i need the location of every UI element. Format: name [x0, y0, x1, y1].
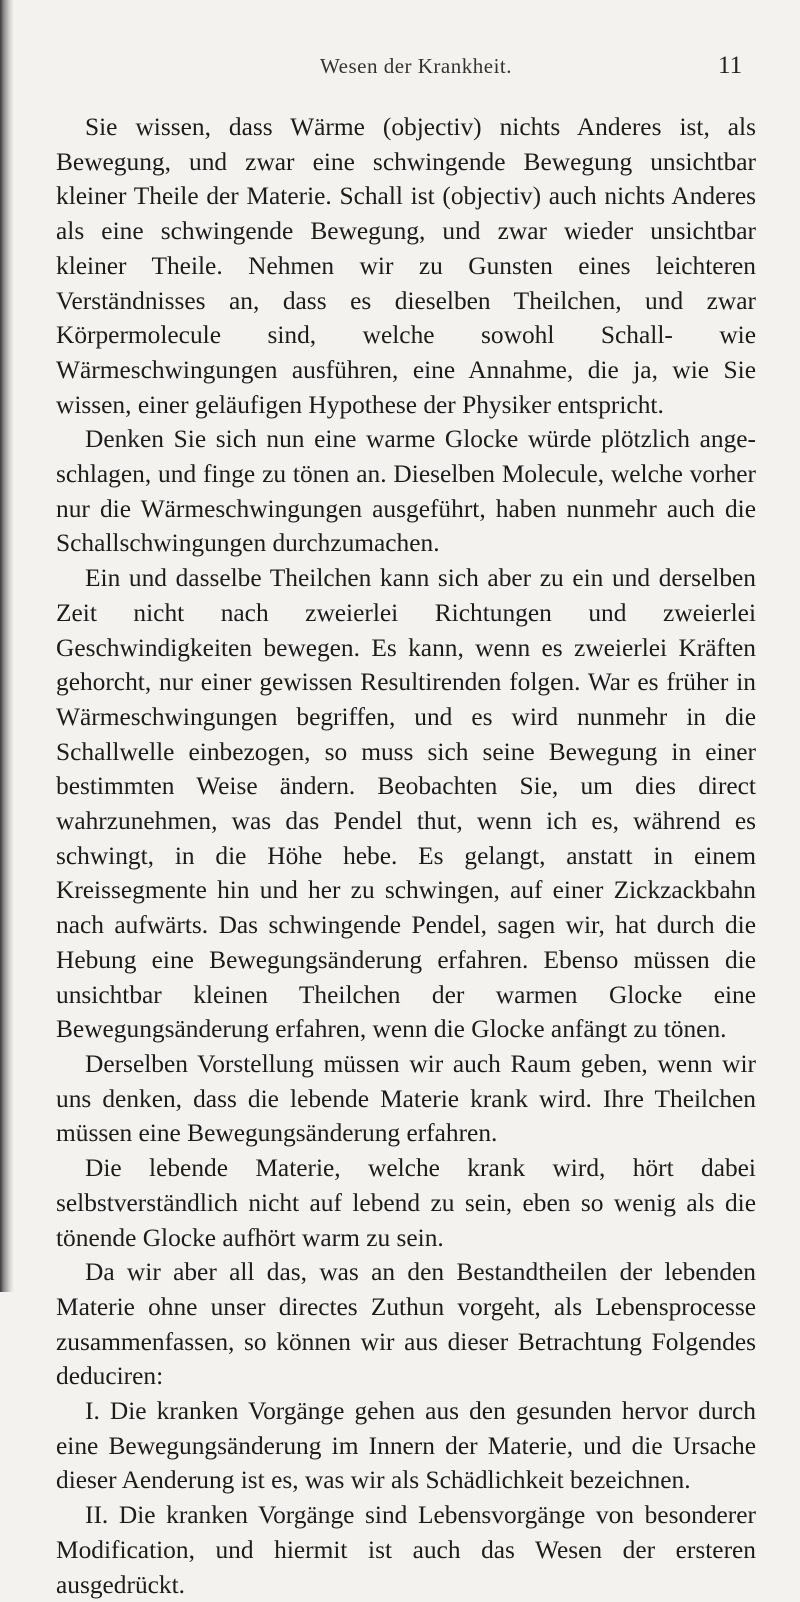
paragraph-conclusion-2: II. Die kranken Vorgänge sind Lebensvorgänge von besonderer Modification, und hiermit ist auch das Wesen der ersteren ausgedrückt. [56, 1501, 756, 1599]
paragraph-conclusion-1: I. Die kranken Vorgänge gehen aus den gesunden hervor durch eine Bewegungsänderung im Innern der Materie, und die Ursache dieser Aenderung ist es, was wir als Schädlichkeit bezeichnen. [56, 1397, 756, 1495]
running-title: Wesen der Krankheit. [320, 54, 512, 78]
paragraph: Da wir aber all das, was an den Bestandtheilen der lebenden Materie ohne unser directes Zuthun vorgeht, als Lebensprocesse zusammenfassen, so können wir aus dieser Betrachtung Folgendes deduciren: [56, 1258, 756, 1391]
paragraph: Ein und dasselbe Theilchen kann sich aber zu ein und derselben Zeit nicht nach zweierlei Richtungen und zweierlei Geschwindigkeiten bewegen. Es kann, wenn es zweierlei Kräften gehorcht, nur einer gewissen Resultirenden folgen. War es früher in Wärmeschwingungen begriffen, und es wird nunmehr in die Schallwelle einbezogen, so muss sich seine Bewegung in einer bestimmten Weise ändern. Beobachten Sie, um dies direct wahrzunehmen, was das Pendel thut, wenn ich es, während es schwingt, in die Höhe hebe. Es gelangt, anstatt in einem Kreissegmente hin und her zu schwingen, auf einer Zickzackbahn nach aufwärts. Das schwingende Pendel, sagen wir, hat durch die Hebung eine Bewegungsänderung erfahren. Ebenso müssen die unsichtbar kleinen Theilchen der warmen Glocke eine Bewegungsänderung erfahren, wenn die Glocke anfängt zu tönen. [56, 564, 756, 1044]
running-header [0, 54, 800, 84]
paragraph: Sie wissen, dass Wärme (objectiv) nichts Anderes ist, als Bewegung, und zwar eine schwingende Bewegung unsichtbar kleiner Theile der Materie. Schall ist (objectiv) auch nichts Anderes als eine schwingende Bewegung, und zwar wieder unsichtbar kleiner Theile. Nehmen wir zu Gunsten eines leichteren Verständnisses an, dass es dieselben Theilchen, und zwar Körpermolecule sind, welche sowohl Schall- wie Wärmeschwingungen ausführen, eine Annahme, die ja, wie Sie wissen, einer geläufigen Hypothese der Physiker entspricht. [56, 113, 756, 419]
paragraph: Denken Sie sich nun eine warme Glocke würde plötzlich angeschlagen, und finge zu tönen an. Dieselben Molecule, welche vorher nur die Wärmeschwingungen ausgeführt, haben nunmehr auch die Schallschwingungen durchzumachen. [56, 425, 756, 558]
paragraph: Die lebende Materie, welche krank wird, hört dabei selbstverständlich nicht auf lebend zu sein, eben so wenig als die tönende Glocke aufhört warm zu sein. [56, 1154, 756, 1252]
body-text [56, 110, 756, 1602]
page-number: 11 [718, 52, 743, 79]
paragraph: Derselben Vorstellung müssen wir auch Raum geben, wenn wir uns denken, dass die lebende Materie krank wird. Ihre Theilchen müssen eine Bewegungsänderung erfahren. [56, 1049, 756, 1148]
